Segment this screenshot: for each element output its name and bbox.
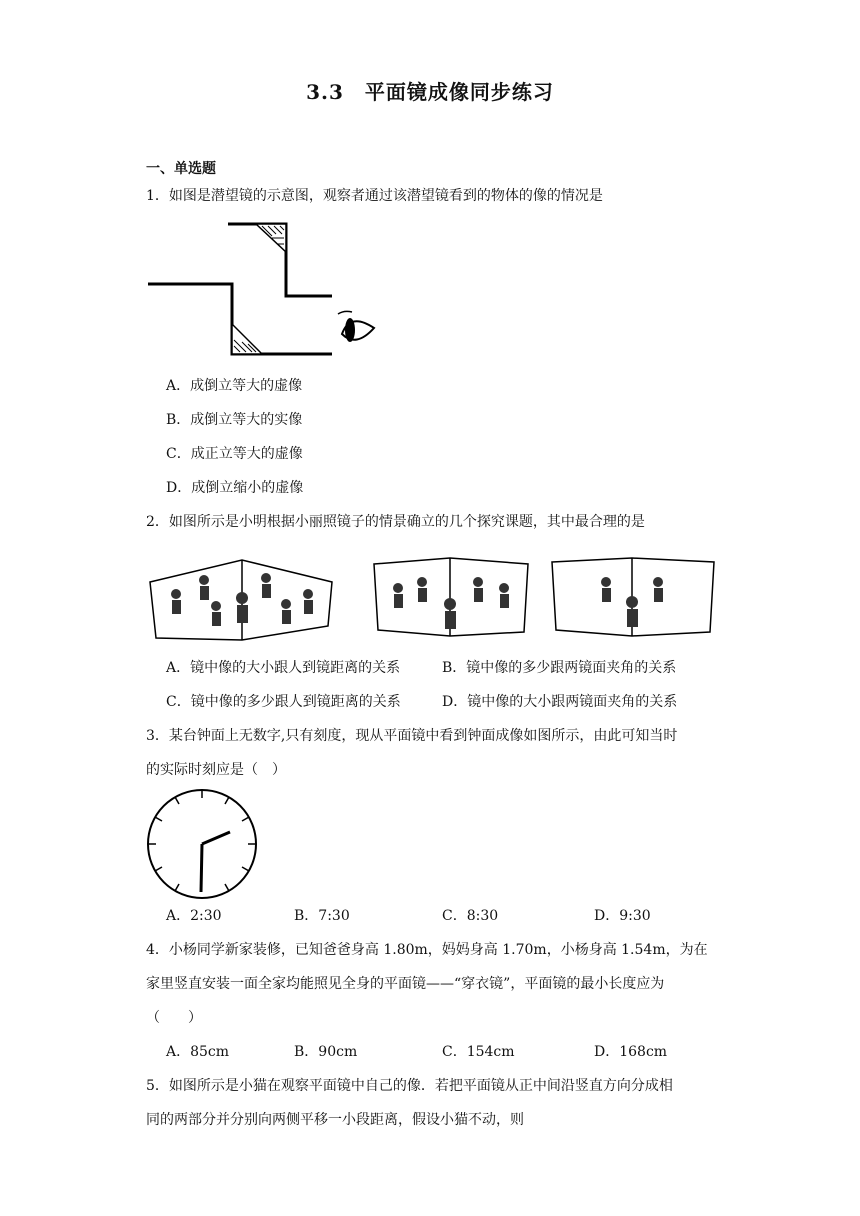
q4-option-a: A．85cm [166,1044,230,1060]
minute-hand [201,844,202,892]
mirror-figure-2 [370,554,532,646]
page-title: 3.3 平面镜成像同步练习 [306,80,554,104]
q4-stem-line3: （ ） [146,1010,202,1026]
q3-stem-line2: 的实际时刻应是（ ） [146,762,286,778]
q4-stem-line2: 家里竖直安装一面全家均能照见全身的平面镜——“穿衣镜”，平面镜的最小长度应为 [146,976,665,992]
clock-mirror-image [144,786,260,902]
q3-option-b: B．7:30 [294,908,350,924]
eye-icon [338,311,374,342]
q4-option-d: D．168cm [594,1044,668,1060]
q3-option-a: A．2:30 [166,908,222,924]
q2-option-c: C．镜中像的多少跟人到镜距离的关系 [166,694,401,710]
q1-option-b: B．成倒立等大的实像 [166,412,303,428]
q1-option-a: A．成倒立等大的虚像 [166,378,303,394]
q1-option-d: D．成倒立缩小的虚像 [166,480,304,496]
q5-stem-line1: 5．如图所示是小猫在观察平面镜中自己的像．若把平面镜从正中间沿竖直方向分成相 [146,1078,673,1094]
q4-stem-line1: 4．小杨同学新家装修，已知爸爸身高 1.80m，妈妈身高 1.70m，小杨身高 1.54m，为在 [146,942,708,958]
section-heading: 一、单选题 [146,161,216,177]
q4-option-c: C．154cm [442,1044,515,1060]
periscope-diagram [146,216,386,362]
mirror-figure-1 [146,554,336,646]
q2-option-b: B．镜中像的多少跟两镜面夹角的关系 [442,660,677,676]
q2-option-d: D．镜中像的大小跟两镜面夹角的关系 [442,694,678,710]
q2-stem: 2．如图所示是小明根据小丽照镜子的情景确立的几个探究课题，其中最合理的是 [146,514,645,530]
q4-option-b: B．90cm [294,1044,358,1060]
q3-option-d: D．9:30 [594,908,651,924]
q3-option-c: C．8:30 [442,908,499,924]
q1-option-c: C．成正立等大的虚像 [166,446,303,462]
q5-stem-line2: 同的两部分并分别向两侧平移一小段距离，假设小猫不动，则 [146,1112,524,1128]
mirror-figure-3 [548,554,718,646]
q1-stem: 1．如图是潜望镜的示意图，观察者通过该潜望镜看到的物体的像的情况是 [146,188,603,204]
q2-option-a: A．镜中像的大小跟人到镜距离的关系 [166,660,401,676]
q3-stem-line1: 3．某台钟面上无数字,只有刻度，现从平面镜中看到钟面成像如图所示，由此可知当时 [146,728,678,744]
